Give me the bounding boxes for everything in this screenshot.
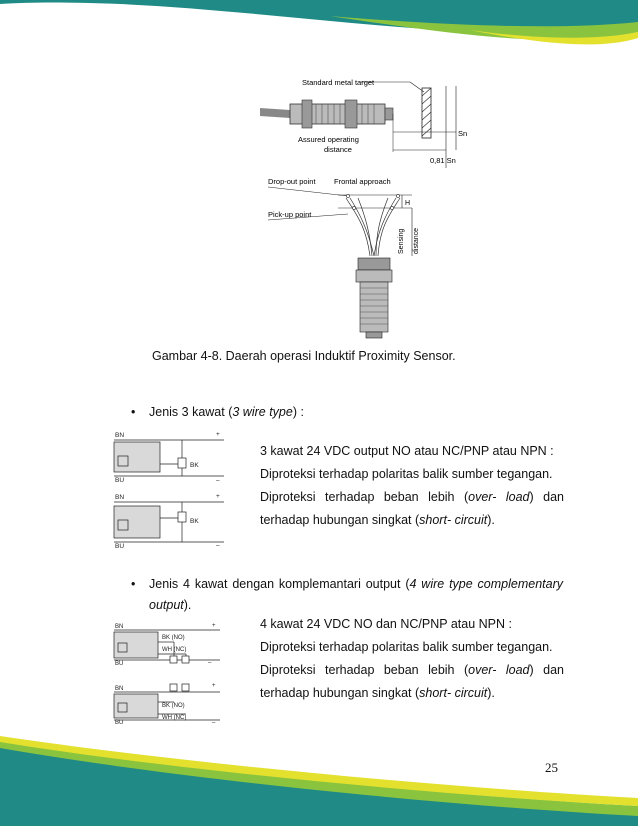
h-label: H (405, 200, 411, 207)
wire-bn-label-npn: BN (115, 494, 125, 501)
sensing-distance-figure (262, 174, 442, 339)
wiring-diagram-4-wire (112, 620, 237, 728)
minus-label: – (208, 660, 212, 666)
bullet-4-wire-line1: Jenis 4 kawat dengan komplemantari output (4 wire type complementary (149, 577, 563, 591)
section2-line2: Diproteksi terhadap polaritas balik sumber tegangan. (260, 640, 553, 654)
minus-label-npn: – (216, 542, 220, 549)
section1-line2: Diproteksi terhadap polaritas balik sumber tegangan. (260, 467, 553, 481)
assured-operating-label: Assured operating (298, 135, 359, 144)
minus-label: – (216, 477, 220, 484)
bk-no-label: BK (NO) (162, 635, 185, 641)
wire-bk-label-npn: BK (190, 518, 199, 525)
wire-bu-label-npn: BU (115, 543, 125, 550)
sensing-distance-label: distance (413, 227, 420, 254)
wire-bn-label-npn: BN (115, 686, 124, 692)
plus-label-npn: + (216, 493, 220, 500)
wire-bn-label: BN (115, 624, 124, 630)
wire-bu-label: BU (115, 661, 124, 667)
wh-nc-label-npn: WH (NC) (162, 715, 187, 721)
plus-label: + (212, 623, 216, 629)
distance-label: distance (324, 145, 352, 154)
pick-up-point-label: Pick-up point (268, 210, 312, 219)
drop-out-point-label: Drop-out point (268, 177, 316, 186)
bottom-decorative-band (0, 736, 638, 826)
section1-line1: 3 kawat 24 VDC output NO atau NC/PNP atau NPN : (260, 444, 554, 458)
sensing-label: Sensing (398, 228, 405, 254)
sn-label: Sn (458, 129, 468, 138)
figure-caption: Gambar 4-8. Daerah operasi Induktif Proximity Sensor. (152, 349, 456, 363)
bullet-3-wire (131, 402, 304, 423)
wiring-diagram-3-wire (112, 428, 242, 554)
sn-081-label: 0,81 Sn (430, 156, 456, 165)
frontal-approach-label: Frontal approach (334, 177, 391, 186)
wire-bn-label: BN (115, 432, 125, 439)
wire-bu-label-npn: BU (115, 720, 124, 726)
plus-label: + (216, 431, 220, 438)
sensor-target-figure (260, 70, 490, 175)
section1-description (260, 440, 564, 532)
bullet-dot: • (131, 577, 136, 591)
section2-line1: 4 kawat 24 VDC NO dan NC/PNP atau NPN : (260, 617, 512, 631)
bullet-text: Jenis 3 kawat ( (149, 405, 233, 419)
section2-line4: terhadap hubungan singkat (short- circuit). (260, 686, 495, 700)
bullet-dot: • (131, 405, 136, 419)
wire-bu-label: BU (115, 477, 125, 484)
bullet-text-suffix: ) : (292, 405, 304, 419)
bullet-4-wire (131, 574, 563, 616)
bullet-italic: 3 wire type (232, 405, 293, 419)
minus-label-npn: – (212, 720, 216, 726)
wire-bk-label: BK (190, 462, 199, 469)
page-number: 25 (545, 760, 558, 775)
top-decorative-band (0, 0, 638, 60)
standard-metal-target-label: Standard metal target (302, 78, 375, 87)
section2-description (260, 613, 564, 705)
section1-line3: Diproteksi terhadap beban lebih (over- load) dan (260, 490, 564, 504)
wh-nc-label: WH (NC) (162, 647, 187, 653)
bullet-4-wire-line2: output). (149, 598, 192, 612)
plus-label-npn: + (212, 683, 216, 689)
section1-line4: terhadap hubungan singkat (short- circuit). (260, 513, 495, 527)
bk-no-label-npn: BK (NO) (162, 703, 185, 709)
section2-line3: Diproteksi terhadap beban lebih (over- load) dan (260, 663, 564, 677)
